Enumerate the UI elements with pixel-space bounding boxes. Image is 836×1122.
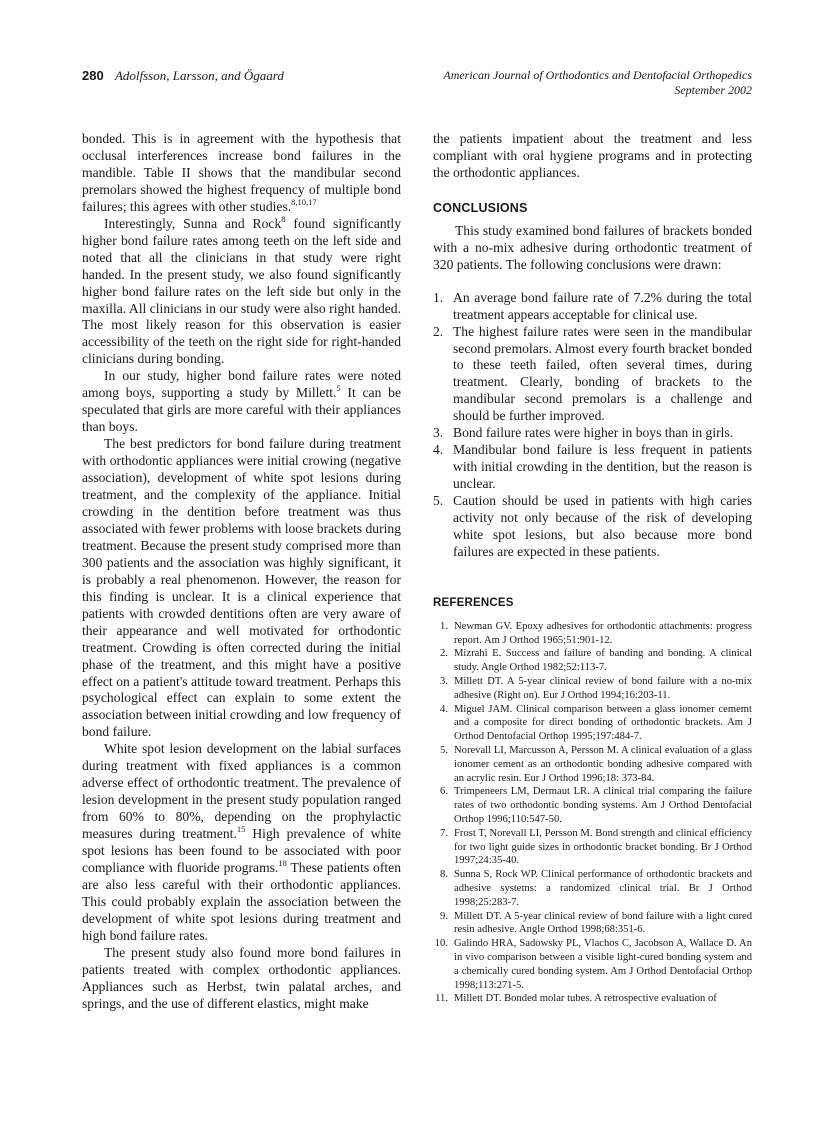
reference-item (433, 620, 752, 648)
left-column (82, 131, 401, 1013)
reference-item (433, 647, 752, 675)
reference-item-number: 2. (440, 648, 448, 660)
issue-date: September 2002 (674, 83, 752, 97)
text: It can be speculated that girls are more careful with their appliances than boys. (82, 385, 401, 435)
conclusion-item-number: 2. (433, 323, 444, 339)
reference-item (433, 827, 752, 868)
reference-item (433, 744, 752, 785)
citation: 5 (336, 383, 341, 394)
conclusion-item (433, 442, 752, 493)
paragraph (82, 131, 401, 216)
running-authors: Adolfsson, Larsson, and Ögaard (114, 68, 284, 83)
reference-item-text: Newman GV. Epoxy adhesives for orthodontic attachments: progress report. Am J Orthod 1965;51:901-12. (454, 620, 752, 646)
reference-item (433, 785, 752, 826)
reference-item-number: 11. (435, 993, 448, 1005)
reference-item-number: 9. (440, 910, 448, 922)
reference-item (433, 937, 752, 992)
conclusion-item (433, 425, 752, 442)
conclusion-item-text: Caution should be used in patients with high caries activity not only because of the risk of developing white spot lesions, but also because more bond failures are expected in these patients. (453, 493, 752, 559)
paragraph (82, 945, 401, 1013)
conclusion-item-text: Mandibular bond failure is less frequent in patients with initial crowding in the dentition, but the reason is unclear. (453, 442, 752, 492)
paragraph: the patients impatient about the treatment and less compliant with oral hygiene programs and in protecting the orthodontic appliances. (433, 131, 752, 180)
text: These patients often are also less careful with their orthodontic appliances. This could probably explain the association between the development of white spot lesions during treatment and high bond failure rates. (82, 859, 401, 943)
reference-item-text: Galindo HRA, Sadowsky PL, Vlachos C, Jacobson A, Wallace D. An in vivo comparison between a visible light-cured bonding system and a chemically cured bonding system. Am J Orthod Dentofacial Orthop 1998;113:271-5. (454, 938, 752, 991)
conclusions-intro: This study examined bond failures of brackets bonded with a no-mix adhesive during orthodontic treatment of 320 patients. The following conclusions were drawn: (433, 222, 752, 272)
conclusion-item-number: 4. (433, 442, 444, 458)
conclusion-item-text: The highest failure rates were seen in the mandibular second premolars. Almost every fourth bracket bonded to these teeth failed, often several times, during treatment. Clearly, bonding of brackets to the mandibular second premolars is a challenge and should be further improved. (453, 323, 752, 424)
conclusion-item-text: Bond failure rates were higher in boys than in girls. (453, 425, 734, 441)
conclusion-item-number: 3. (433, 425, 444, 441)
paragraph (82, 213, 402, 369)
text: Interestingly, Sunna and Rock (104, 215, 282, 231)
text: The present study also found more bond failures in patients treated with complex orthodontic appliances. Appliances such as Herbst, twin palatal arches, and springs, and the use of different elastics, might make (82, 944, 401, 1011)
conclusion-item-text: An average bond failure rate of 7.2% during the total treatment appears acceptable for clinical use. (453, 289, 752, 322)
citation: 18 (278, 857, 287, 868)
reference-item-text: Sunna S, Rock WP. Clinical performance of orthodontic brackets and adhesive systems: a randomized clinical trial. Br J Orthod 1998;25:283-7. (454, 869, 752, 908)
text: found significantly higher bond failure rates among teeth on the left side and noted that all the clinicians in that study were right handed. In the present study, we also found significantly higher bond failure rates on the left side but only in the maxilla. All clinicians in our study were also right handed. The most likely reason for this observation is easier accessibility of the teeth on the right side for right-handed clinicians during bonding. (82, 215, 402, 367)
text: White spot lesion development on the labial surfaces during treatment with fixed appliances is a common adverse effect of orthodontic treatment. The prevalence of lesion development in the present study population ranged from 60% to 80%, depending on the prophylactic measures during treatment. (82, 741, 401, 842)
reference-item-text: Trimpeneers LM, Dermaut LR. A clinical trial comparing the failure rates of two orthodontic bonding systems. Am J Orthod Dentofacial Orthop 1996;110:547-50. (454, 786, 752, 826)
reference-item-text: Miguel JAM. Clinical comparison between a glass ionomer cememt and a composite for direct bonding of orthodontic brackets. Am J Orthod Dentofacial Orthop 1995;197:484-7. (454, 703, 752, 743)
paragraph (82, 368, 401, 436)
citation: 15 (236, 824, 246, 835)
reference-item-text: Frost T, Norevall LI, Persson M. Bond strength and clinical efficiency for two light guide sizes in orthodontic bracket bonding. Br J Orthod 1997;24:35-40. (454, 827, 752, 867)
conclusion-item (433, 493, 752, 561)
page-number: 280 (82, 68, 104, 83)
reference-item-number: 1. (440, 620, 448, 632)
reference-item-number: 3. (440, 676, 448, 688)
citation: 8,10,17 (291, 196, 317, 207)
journal-title: American Journal of Orthodontics and Dentofacial Orthopedics (443, 68, 752, 82)
reference-item (433, 703, 752, 744)
text: The best predictors for bond failure during treatment with orthodontic appliances were initial crowing (negative association), development of white spot lesions during treatment, and the complexity of the appliance. Initial crowding in the dentition before treatment was thus associated with fewer problems with loose brackets during treatment. Because the present study comprised more than 300 patients and the association was highly significant, it is probably a real phenomenon. However, the reason for this finding is unclear. It is a clinical experience that patients with crowded dentitions often are very aware of their appearance and well motivated for orthodontic treatment. Crowding is often corrected during the initial phase of the treatment, and this might have a positive effect on a patient's attitude toward treatment. Perhaps this psychological effect can explain to some extent the association between initial crowding and low frequency of bond failure. (82, 436, 401, 740)
reference-item-number: 8. (440, 869, 448, 881)
reference-item-number: 5. (440, 745, 448, 757)
reference-item-number: 4. (440, 703, 448, 715)
right-column (433, 131, 752, 1006)
conclusions-heading: CONCLUSIONS (433, 200, 528, 215)
reference-item-text: Mizrahi E. Success and failure of banding and bonding. A clinical study. Angle Orthod 1982;52:113-7. (454, 648, 752, 674)
running-header-left (82, 68, 284, 84)
reference-item-text: Millett DT. Bonded molar tubes. A retrospective evaluation of (454, 993, 717, 1005)
paragraph (82, 436, 401, 741)
text: In our study, higher bond failure rates were noted among boys, supporting a study by Millett. (82, 368, 401, 401)
running-header-right (443, 68, 752, 98)
conclusion-item (433, 324, 752, 426)
references-list (433, 620, 752, 1006)
conclusion-item-number: 1. (433, 289, 444, 305)
paragraph (82, 741, 401, 944)
reference-item (433, 675, 752, 703)
reference-item-text: Millett DT. A 5-year clinical review of bond failure with a light cured resin adhesive. Angle Orthod 1998;68:351-6. (454, 910, 752, 936)
reference-item-text: Millett DT. A 5-year clinical review of bond failure with a no-mix adhesive (Right on). Eur J Orthod 1994;16:203-11. (454, 676, 752, 701)
reference-item (433, 992, 752, 1006)
conclusions-list (433, 290, 752, 561)
reference-item-number: 10. (434, 938, 448, 950)
conclusion-item-number: 5. (433, 493, 444, 509)
text: High prevalence of white spot lesions has been found to be associated with poor compliance with fluoride programs. (82, 826, 402, 875)
reference-item-number: 6. (440, 786, 448, 798)
reference-item (433, 868, 752, 909)
references-heading: REFERENCES (433, 596, 514, 609)
reference-item-number: 7. (440, 827, 448, 839)
reference-item-text: Norevall LI, Marcusson A, Persson M. A clinical evaluation of a glass ionomer cement as an orthodontic bonding adhesive compared with an acrylic resin. Eur J Orthod 1996;18: 373-84. (454, 745, 752, 784)
citation: 8 (281, 213, 286, 224)
conclusion-item (433, 290, 752, 324)
reference-item (433, 910, 752, 938)
text: bonded. This is in agreement with the hypothesis that occlusal interferences increase bond failures in the mandible. Table II shows that the mandibular second premolars showed the highest frequency of multiple bond failures; this agrees with other studies. (82, 131, 401, 214)
